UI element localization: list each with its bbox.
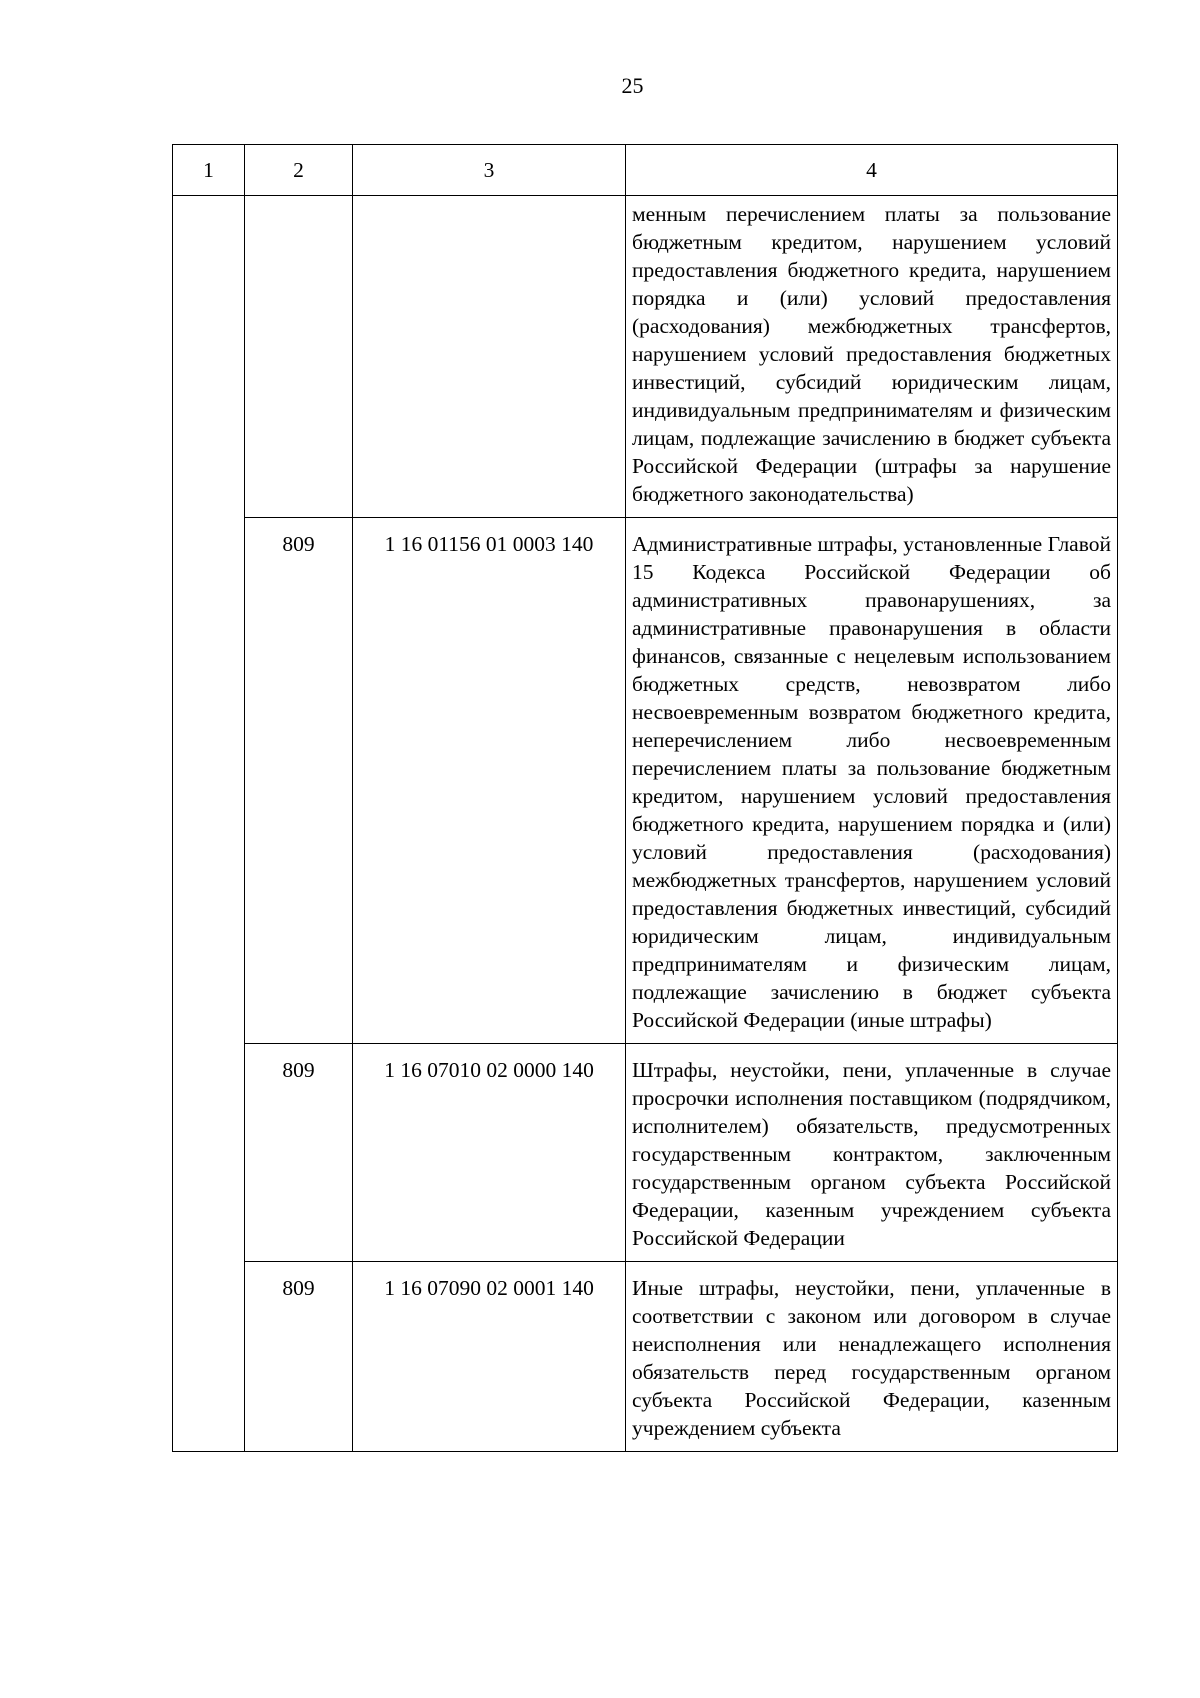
table-row — [173, 518, 1118, 1044]
kbk-code-cell: 1 16 07010 02 0000 140 — [353, 1044, 626, 1262]
table-row — [173, 1262, 1118, 1452]
kbk-code-cell: 1 16 01156 01 0003 140 — [353, 518, 626, 1044]
table-header-row — [173, 145, 1118, 196]
kbk-code-cell: 1 16 07090 02 0001 140 — [353, 1262, 626, 1452]
table-row — [173, 196, 1118, 518]
description-cell: Административные штрафы, установленные Главой 15 Кодекса Российской Федерации об административных правонарушениях, за административные правонарушения в области финансов, связанные с нецелевым использованием бюджетных средств, невозвратом либо несвоевременным возвратом бюджетного кредита, неперечислением либо несвоевременным перечислением платы за пользование бюджетным кредитом, нарушением условий предоставления бюджетного кредита, нарушением порядка и (или) условий предоставления (расходования) межбюджетных трансфертов, нарушением условий предоставления бюджетных инвестиций, субсидий юридическим лицам, индивидуальным предпринимателям и физическим лицам, подлежащие зачислению в бюджет субъекта Российской Федерации (иные штрафы) — [626, 518, 1118, 1044]
admin-code-cell: 809 — [245, 1262, 353, 1452]
description-cell: менным перечислением платы за пользование бюджетным кредитом, нарушением условий предоставления бюджетного кредита, нарушением порядка и (или) условий предоставления (расходования) межбюджетных трансфертов, нарушением условий предоставления бюджетных инвестиций, субсидий юридическим лицам, индивидуальным предпринимателям и физическим лицам, подлежащие зачислению в бюджет субъекта Российской Федерации (штрафы за нарушение бюджетного законодательства) — [626, 196, 1118, 518]
admin-code-cell: 809 — [245, 518, 353, 1044]
header-col-3: 3 — [353, 145, 626, 196]
kbk-code-cell — [353, 196, 626, 518]
description-cell: Штрафы, неустойки, пени, уплаченные в случае просрочки исполнения поставщиком (подрядчиком, исполнителем) обязательств, предусмотренных государственным контрактом, заключенным государственным органом субъекта Российской Федерации, казенным учреждением субъекта Российской Федерации — [626, 1044, 1118, 1262]
table-row — [173, 1044, 1118, 1262]
description-cell: Иные штрафы, неустойки, пени, уплаченные в соответствии с законом или договором в случае неисполнения или ненадлежащего исполнения обязательств перед государственным органом субъекта Российской Федерации, казенным учреждением субъекта — [626, 1262, 1118, 1452]
header-col-1: 1 — [173, 145, 245, 196]
admin-code-cell — [245, 196, 353, 518]
admin-code-cell: 809 — [245, 1044, 353, 1262]
row-col1-cell — [173, 196, 245, 1452]
page-number: 25 — [621, 73, 644, 98]
header-col-4: 4 — [626, 145, 1118, 196]
header-col-2: 2 — [245, 145, 353, 196]
budget-code-table — [172, 144, 1118, 1452]
